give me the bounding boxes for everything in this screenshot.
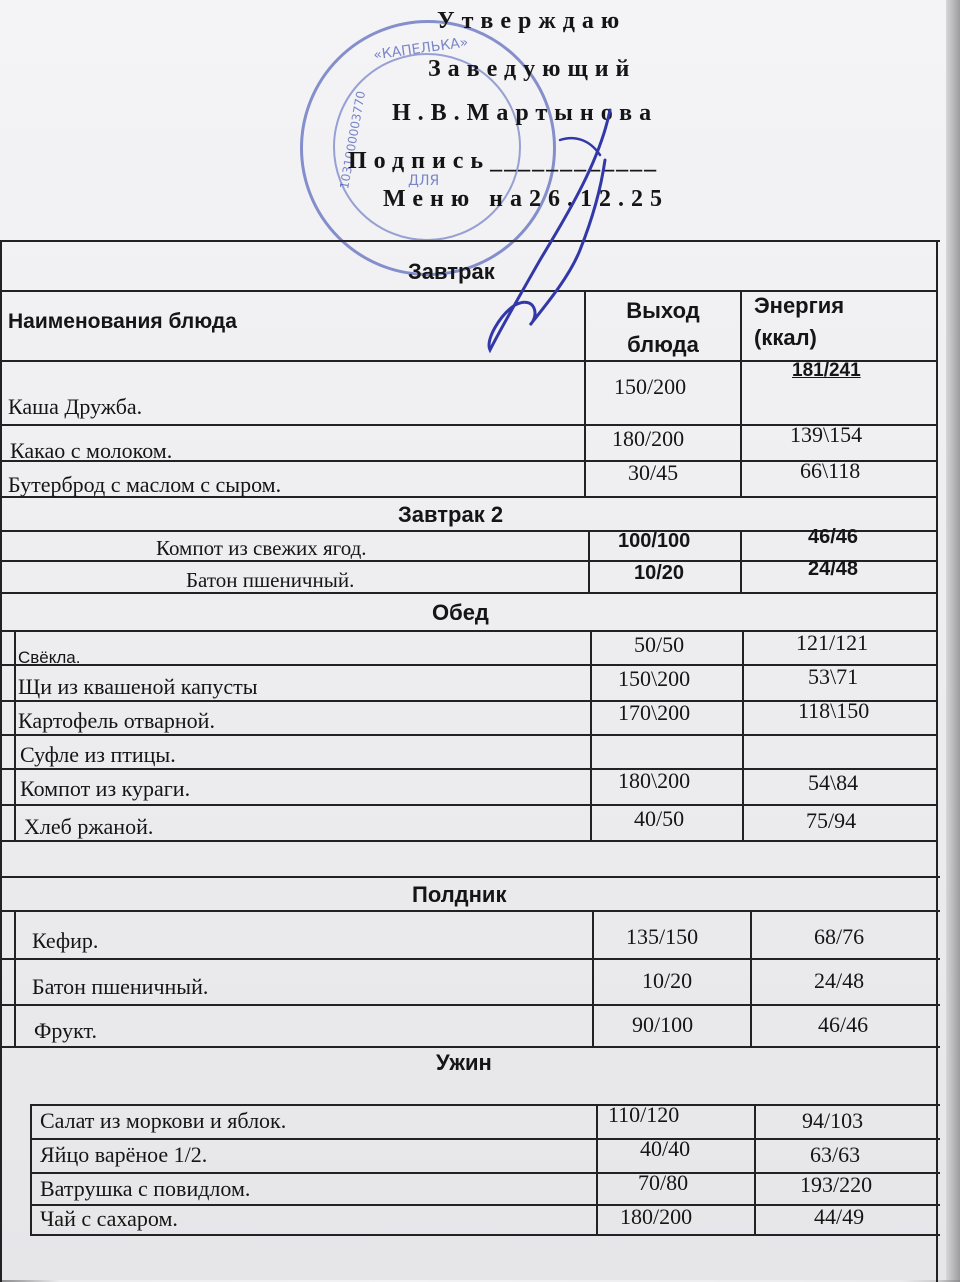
- dish-name: Кефир.: [32, 928, 99, 953]
- dish-name: Батон пшеничный.: [186, 568, 355, 592]
- dish-energy: 181/241: [792, 360, 861, 381]
- dish-yield: 150\200: [618, 666, 691, 691]
- handwritten-signature: [460, 100, 640, 360]
- dish-name: Каша Дружба.: [8, 394, 143, 419]
- dish-yield: 50/50: [634, 632, 685, 657]
- dish-name: Чай с сахаром.: [40, 1206, 178, 1231]
- dish-name: Компот из свежих ягод.: [156, 536, 367, 560]
- dish-name: Свёкла.: [18, 648, 81, 667]
- dish-energy: 53\71: [808, 664, 859, 689]
- dish-energy: 118\150: [798, 698, 870, 723]
- dish-name: Яйцо варёное 1/2.: [40, 1142, 208, 1167]
- column-header-energy: Энергия (ккал): [754, 293, 845, 350]
- dish-yield: 180/200: [620, 1204, 693, 1229]
- dish-name: Салат из моркови и яблок.: [40, 1108, 287, 1133]
- section-title-breakfast: Завтрак: [408, 259, 495, 284]
- position-line: Заведующий: [428, 56, 637, 82]
- section-title-snack: Полдник: [412, 882, 507, 907]
- dish-name: Суфле из птицы.: [20, 742, 176, 767]
- dish-name: Хлеб ржаной.: [24, 814, 154, 839]
- dish-yield: 135/150: [626, 924, 699, 949]
- name-line: Н.В.Мартынова: [392, 100, 659, 126]
- column-header-name: Наименования блюда: [8, 310, 237, 333]
- menu-date-title: Меню на26.12.25: [383, 186, 669, 212]
- dish-name: Щи из квашеной капусты: [18, 674, 258, 699]
- dish-energy: 66\118: [800, 458, 861, 483]
- stamp-number-text: 1031000003770: [337, 89, 369, 191]
- signature-blank: ____________: [490, 148, 659, 174]
- column-header-yield: Выход блюда: [626, 298, 700, 357]
- dish-name: Какао с молоком.: [10, 438, 173, 463]
- dish-energy: 24/48: [808, 558, 859, 580]
- dish-name: Компот из кураги.: [20, 776, 191, 801]
- dish-yield: 40/40: [640, 1136, 691, 1161]
- dish-name: Батон пшеничный.: [32, 974, 209, 999]
- stamp-org-text: «КАПЕЛЬКА»: [372, 34, 470, 64]
- dish-energy: 193/220: [800, 1172, 873, 1197]
- dish-energy: 121/121: [796, 630, 869, 655]
- dish-name: Ватрушка с повидлом.: [40, 1176, 251, 1201]
- dish-name: Картофель отварной.: [18, 708, 215, 733]
- dish-energy: 94/103: [802, 1108, 864, 1133]
- dish-energy: 46/46: [808, 526, 859, 548]
- dish-yield: 180/200: [612, 426, 685, 451]
- dish-yield: 180\200: [618, 768, 691, 793]
- dish-energy: 44/49: [814, 1204, 865, 1229]
- dish-energy: 46/46: [818, 1012, 869, 1037]
- signature-label: Подпись: [348, 148, 491, 174]
- dish-name: Фрукт.: [34, 1018, 97, 1043]
- approve-line: Утверждаю: [437, 8, 627, 34]
- dish-yield: 110/120: [608, 1102, 680, 1127]
- dish-yield: 10/20: [642, 968, 693, 993]
- dish-energy: 75/94: [806, 808, 857, 833]
- section-title-lunch: Обед: [432, 600, 489, 625]
- section-title-breakfast2: Завтрак 2: [398, 502, 504, 527]
- dish-energy: 63/63: [810, 1142, 861, 1167]
- dish-energy: 24/48: [814, 968, 865, 993]
- dish-energy: 139\154: [790, 422, 863, 447]
- section-title-dinner: Ужин: [436, 1050, 492, 1075]
- dish-yield: 40/50: [634, 806, 685, 831]
- dish-yield: 70/80: [638, 1170, 689, 1195]
- desk-background: [946, 0, 960, 1280]
- dish-yield: 170\200: [618, 700, 691, 725]
- dish-yield: 10/20: [634, 562, 685, 584]
- dish-yield: 150/200: [614, 374, 687, 399]
- dish-yield: 30/45: [628, 460, 679, 485]
- dish-name: Бутерброд с маслом с сыром.: [8, 472, 282, 497]
- dish-energy: 68/76: [814, 924, 865, 949]
- dish-energy: 54\84: [808, 770, 859, 795]
- stamp-center-text: ДЛЯ: [408, 173, 440, 189]
- dish-yield: 90/100: [632, 1012, 694, 1037]
- dish-yield: 100/100: [618, 530, 691, 552]
